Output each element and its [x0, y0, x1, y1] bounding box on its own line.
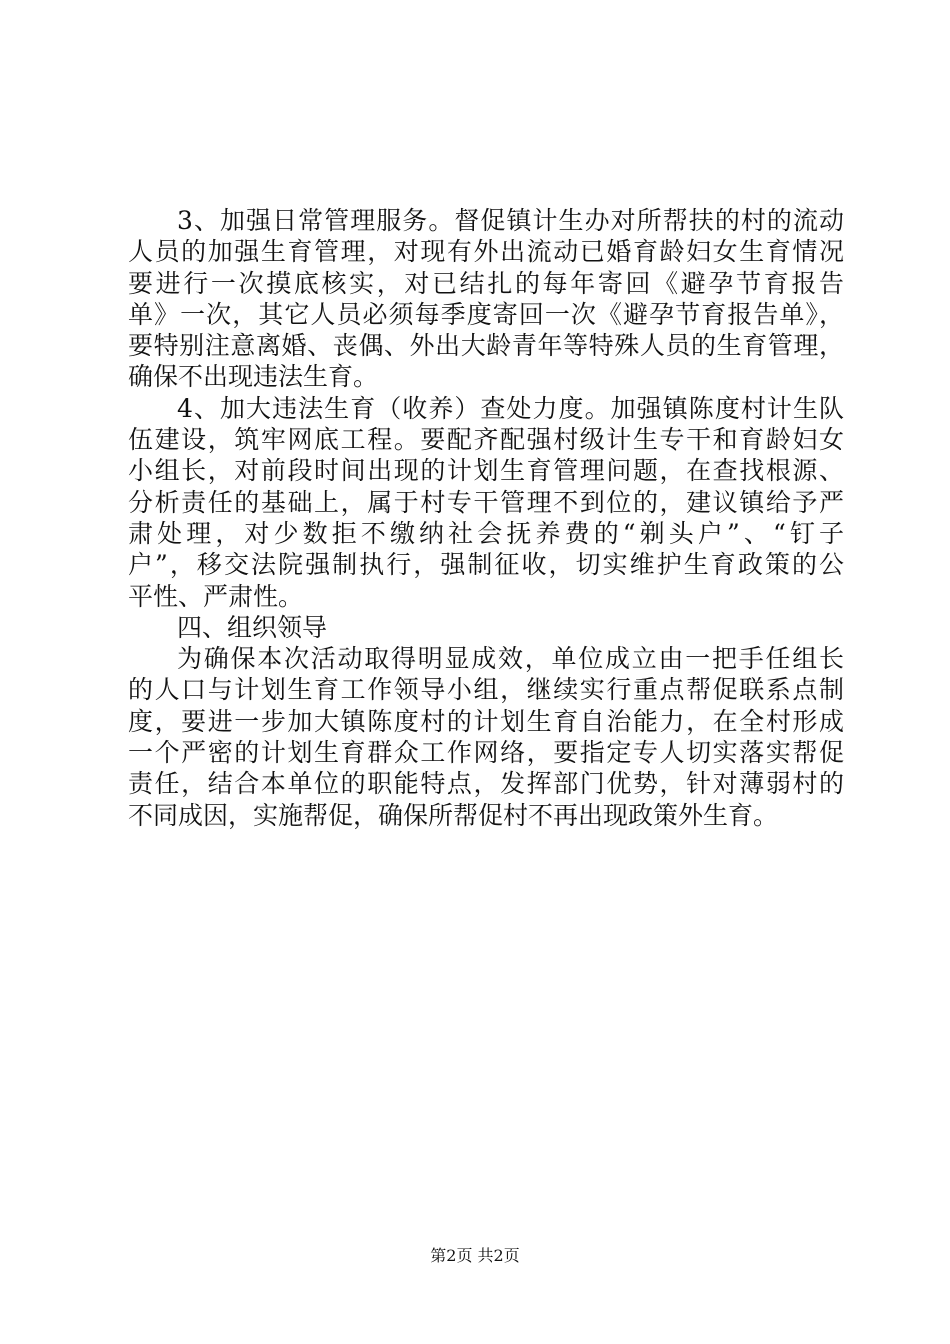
text-line: 确保不出现违法生育。 — [128, 362, 379, 392]
text-line: 户”，移交法院强制执行，强制征收，切实维护生育政策的公 — [128, 550, 844, 580]
text-line: 要特别注意离婚、丧偶、外出大龄青年等特殊人员的生育管理， — [128, 331, 844, 361]
text-line: 为确保本次活动取得明显成效，单位成立由一把手任组长 — [177, 644, 844, 674]
text-line: 分析责任的基础上，属于村专干管理不到位的，建议镇给予严 — [128, 487, 844, 517]
text-line: 伍建设，筑牢网底工程。要配齐配强村级计生专干和育龄妇女 — [128, 425, 844, 455]
text-line: 四、组织领导 — [177, 612, 328, 642]
text-line: 平性、严肃性。 — [128, 581, 304, 611]
text-line: 人员的加强生育管理，对现有外出流动已婚育龄妇女生育情况 — [128, 237, 844, 267]
text-line: 要进行一次摸底核实，对已结扎的每年寄回《避孕节育报告 — [128, 268, 844, 298]
text-line: 不同成因，实施帮促，确保所帮促村不再出现政策外生育。 — [128, 800, 779, 830]
page-footer: 第2页 共2页 — [430, 1246, 520, 1265]
text-line: 4、加大违法生育（收养）查处力度。加强镇陈度村计生队 — [177, 393, 844, 423]
document-body — [128, 205, 844, 831]
text-line: 单》一次，其它人员必须每季度寄回一次《避孕节育报告单》， — [128, 299, 844, 329]
text-line: 度，要进一步加大镇陈度村的计划生育自治能力，在全村形成 — [128, 706, 844, 736]
text-line: 3、加强日常管理服务。督促镇计生办对所帮扶的村的流动 — [177, 206, 844, 235]
text-line: 肃处理，对少数拒不缴纳社会抚养费的“剃头户”、“钉子 — [128, 518, 844, 548]
text-line: 的人口与计划生育工作领导小组，继续实行重点帮促联系点制 — [128, 675, 844, 705]
text-line: 责任，结合本单位的职能特点，发挥部门优势，针对薄弱村的 — [128, 769, 844, 799]
text-line: 一个严密的计划生育群众工作网络，要指定专人切实落实帮促 — [128, 738, 844, 768]
text-line: 小组长，对前段时间出现的计划生育管理问题，在查找根源、 — [128, 456, 844, 486]
